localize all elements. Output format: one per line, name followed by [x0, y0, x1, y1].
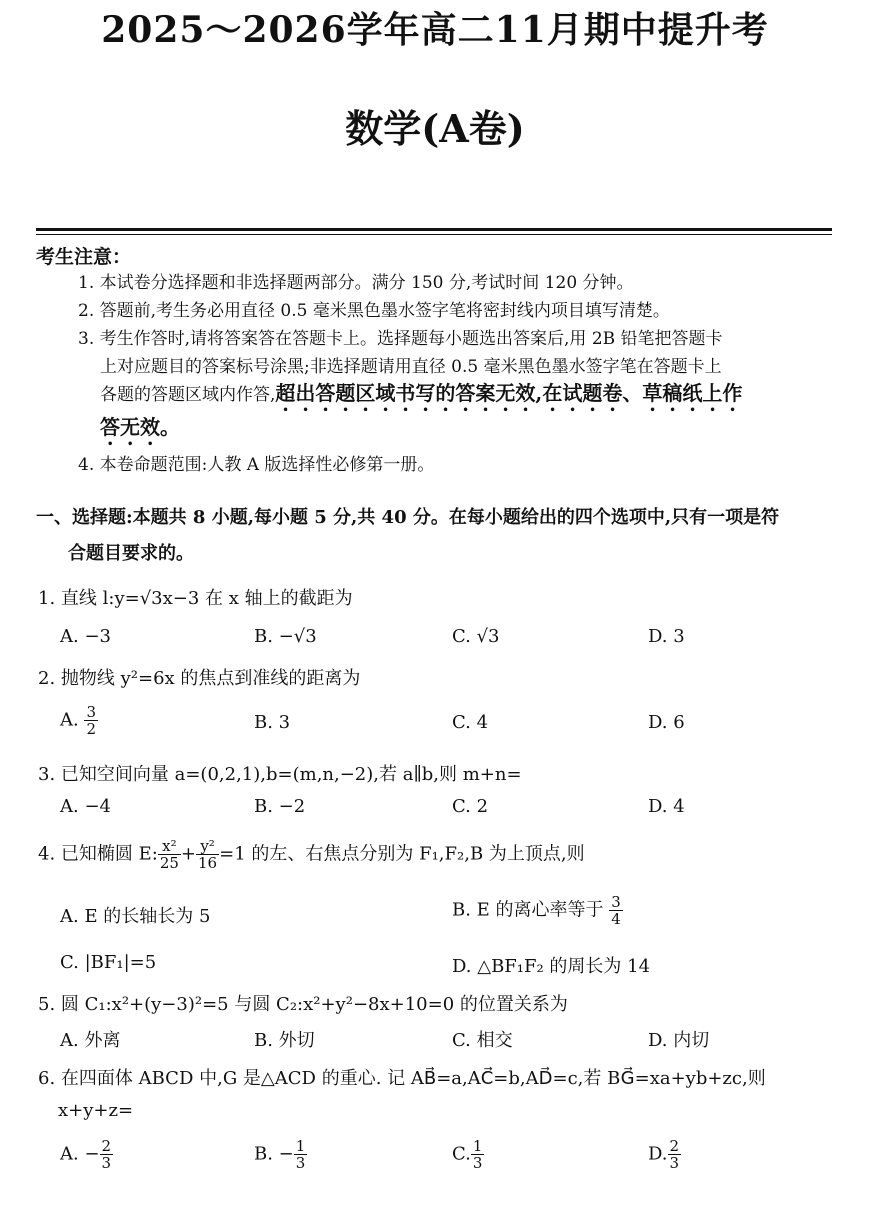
question-6-option-d: [648, 1138, 681, 1171]
notice-item-1: 1. 本试卷分选择题和非选择题两部分。满分 150 分,考试时间 120 分钟。: [78, 273, 634, 293]
question-6-option-b-prefix: B. −: [254, 1143, 294, 1165]
question-1-option-c: C. √3: [452, 626, 500, 647]
fraction-numerator: 2: [101, 1137, 112, 1155]
question-4-option-b-fraction: [609, 894, 623, 927]
question-2-option-a-prefix: A.: [60, 709, 79, 731]
question-6-stem-line-1: 6. 在四面体 ABCD 中,G 是△ACD 的重心. 记 AB⃗=a,AC⃗=b,AD⃗=c,若 BG⃗=xa+yb+zc,则: [38, 1068, 766, 1089]
notice-title: 考生注意：: [36, 246, 132, 268]
question-2-stem: 2. 抛物线 y²=6x 的焦点到准线的距离为: [38, 668, 361, 689]
question-3-stem: 3. 已知空间向量 a=(0,2,1),b=(m,n,−2),若 a∥b,则 m+n=: [38, 764, 522, 785]
fraction-numerator: y²: [196, 838, 219, 855]
exam-title: 2025～2026学年高二11月期中提升考: [101, 9, 769, 51]
question-6-option-a-fraction: [100, 1138, 114, 1171]
question-6-option-b: [254, 1138, 307, 1171]
fraction-numerator: 3: [611, 893, 621, 911]
question-1-option-b: B. −√3: [254, 626, 317, 647]
fraction-denominator: 3: [295, 1154, 306, 1172]
question-4-fraction-x: [158, 838, 181, 871]
question-4-option-a: A. E 的长轴长为 5: [60, 906, 211, 927]
question-5-option-d: D. 内切: [648, 1030, 710, 1051]
question-4-stem: [38, 838, 585, 871]
question-1-option-d: D. 3: [648, 626, 685, 647]
header-divider-thick: [36, 228, 832, 231]
notice-item-3-line-3: [100, 380, 742, 416]
notice-item-2: 2. 答题前,考生务必用直径 0.5 毫米黑色墨水签字笔将密封线内项目填写清楚。: [78, 301, 670, 321]
fraction-denominator: 4: [611, 910, 621, 928]
question-3-option-a: A. −4: [60, 796, 111, 817]
notice-item-3-emphasis: 超出答题区域书写的答案无效,在试题卷、草稿纸上作: [275, 381, 743, 405]
question-5-option-a: A. 外离: [60, 1030, 121, 1051]
question-4-fraction-y: [196, 838, 219, 871]
question-6-option-b-fraction: [294, 1138, 308, 1171]
question-4-option-c: C. |BF₁|=5: [60, 952, 157, 973]
fraction-numerator: 2: [669, 1137, 680, 1155]
fraction-denominator: 25: [159, 854, 179, 872]
section-heading-line-2: 合题目要求的。: [68, 543, 194, 564]
section-heading-line-1: 一、选择题:本题共 8 小题,每小题 5 分,共 40 分。在每小题给出的四个选项中,只有一项是符: [36, 507, 780, 528]
question-5-option-b: B. 外切: [254, 1030, 315, 1051]
question-1-stem: 1. 直线 l:y=√3x−3 在 x 轴上的截距为: [38, 588, 353, 609]
exam-subtitle: 数学(A卷): [345, 106, 525, 151]
question-6-option-a-prefix: A. −: [60, 1143, 100, 1165]
question-4-plus: +: [180, 843, 197, 865]
question-6-stem-line-2: x+y+z=: [58, 1100, 134, 1121]
question-6-option-d-fraction: [668, 1138, 682, 1171]
question-4-option-d: D. △BF₁F₂ 的周长为 14: [452, 956, 651, 977]
fraction-denominator: 3: [101, 1154, 112, 1172]
question-6-option-c-prefix: C.: [452, 1143, 471, 1165]
question-1-option-a: A. −3: [60, 626, 111, 647]
header-divider-thin: [36, 234, 832, 235]
question-2-option-b: B. 3: [254, 712, 291, 733]
fraction-numerator: x²: [158, 838, 181, 855]
question-6-option-a: [60, 1138, 113, 1171]
fraction-denominator: 3: [472, 1154, 483, 1172]
question-3-option-b: B. −2: [254, 796, 306, 817]
question-5-stem: 5. 圆 C₁:x²+(y−3)²=5 与圆 C₂:x²+y²−8x+10=0 的位置关系为: [38, 994, 568, 1015]
fraction-denominator: 3: [669, 1154, 680, 1172]
question-4-option-b: [452, 894, 623, 927]
notice-item-3-plain: 各题的答题区域内作答,: [100, 385, 276, 405]
fraction-denominator: 16: [198, 854, 218, 872]
question-5-option-c: C. 相交: [452, 1030, 513, 1051]
question-6-option-c-fraction: [471, 1138, 485, 1171]
fraction-denominator: 2: [86, 720, 97, 738]
question-2-option-c: C. 4: [452, 712, 489, 733]
question-2-option-a: [60, 704, 98, 737]
question-4-option-b-prefix: B. E 的离心率等于: [452, 899, 604, 921]
question-6-option-c: [452, 1138, 484, 1171]
fraction-numerator: 1: [472, 1137, 483, 1155]
question-2-option-d: D. 6: [648, 712, 685, 733]
question-3-option-c: C. 2: [452, 796, 489, 817]
notice-item-3-line-1: 3. 考生作答时,请将答案答在答题卡上。选择题每小题选出答案后,用 2B 铅笔把答题卡: [78, 329, 723, 349]
fraction-numerator: 1: [295, 1137, 306, 1155]
notice-item-3-line-2: 上对应题目的答案标号涂黑;非选择题请用直径 0.5 毫米黑色墨水签字笔在答题卡上: [100, 357, 722, 377]
question-4-stem-suffix: =1 的左、右焦点分别为 F₁,F₂,B 为上顶点,则: [219, 843, 585, 865]
question-4-stem-prefix: 4. 已知椭圆 E:: [38, 843, 158, 865]
notice-item-4: 4. 本卷命题范围:人教 A 版选择性必修第一册。: [78, 455, 435, 475]
question-2-option-a-fraction: [84, 704, 98, 737]
question-3-option-d: D. 4: [648, 796, 685, 817]
fraction-numerator: 3: [86, 703, 97, 721]
question-6-option-d-prefix: D.: [648, 1143, 668, 1165]
notice-item-3-line-4: 答无效。: [100, 415, 180, 439]
